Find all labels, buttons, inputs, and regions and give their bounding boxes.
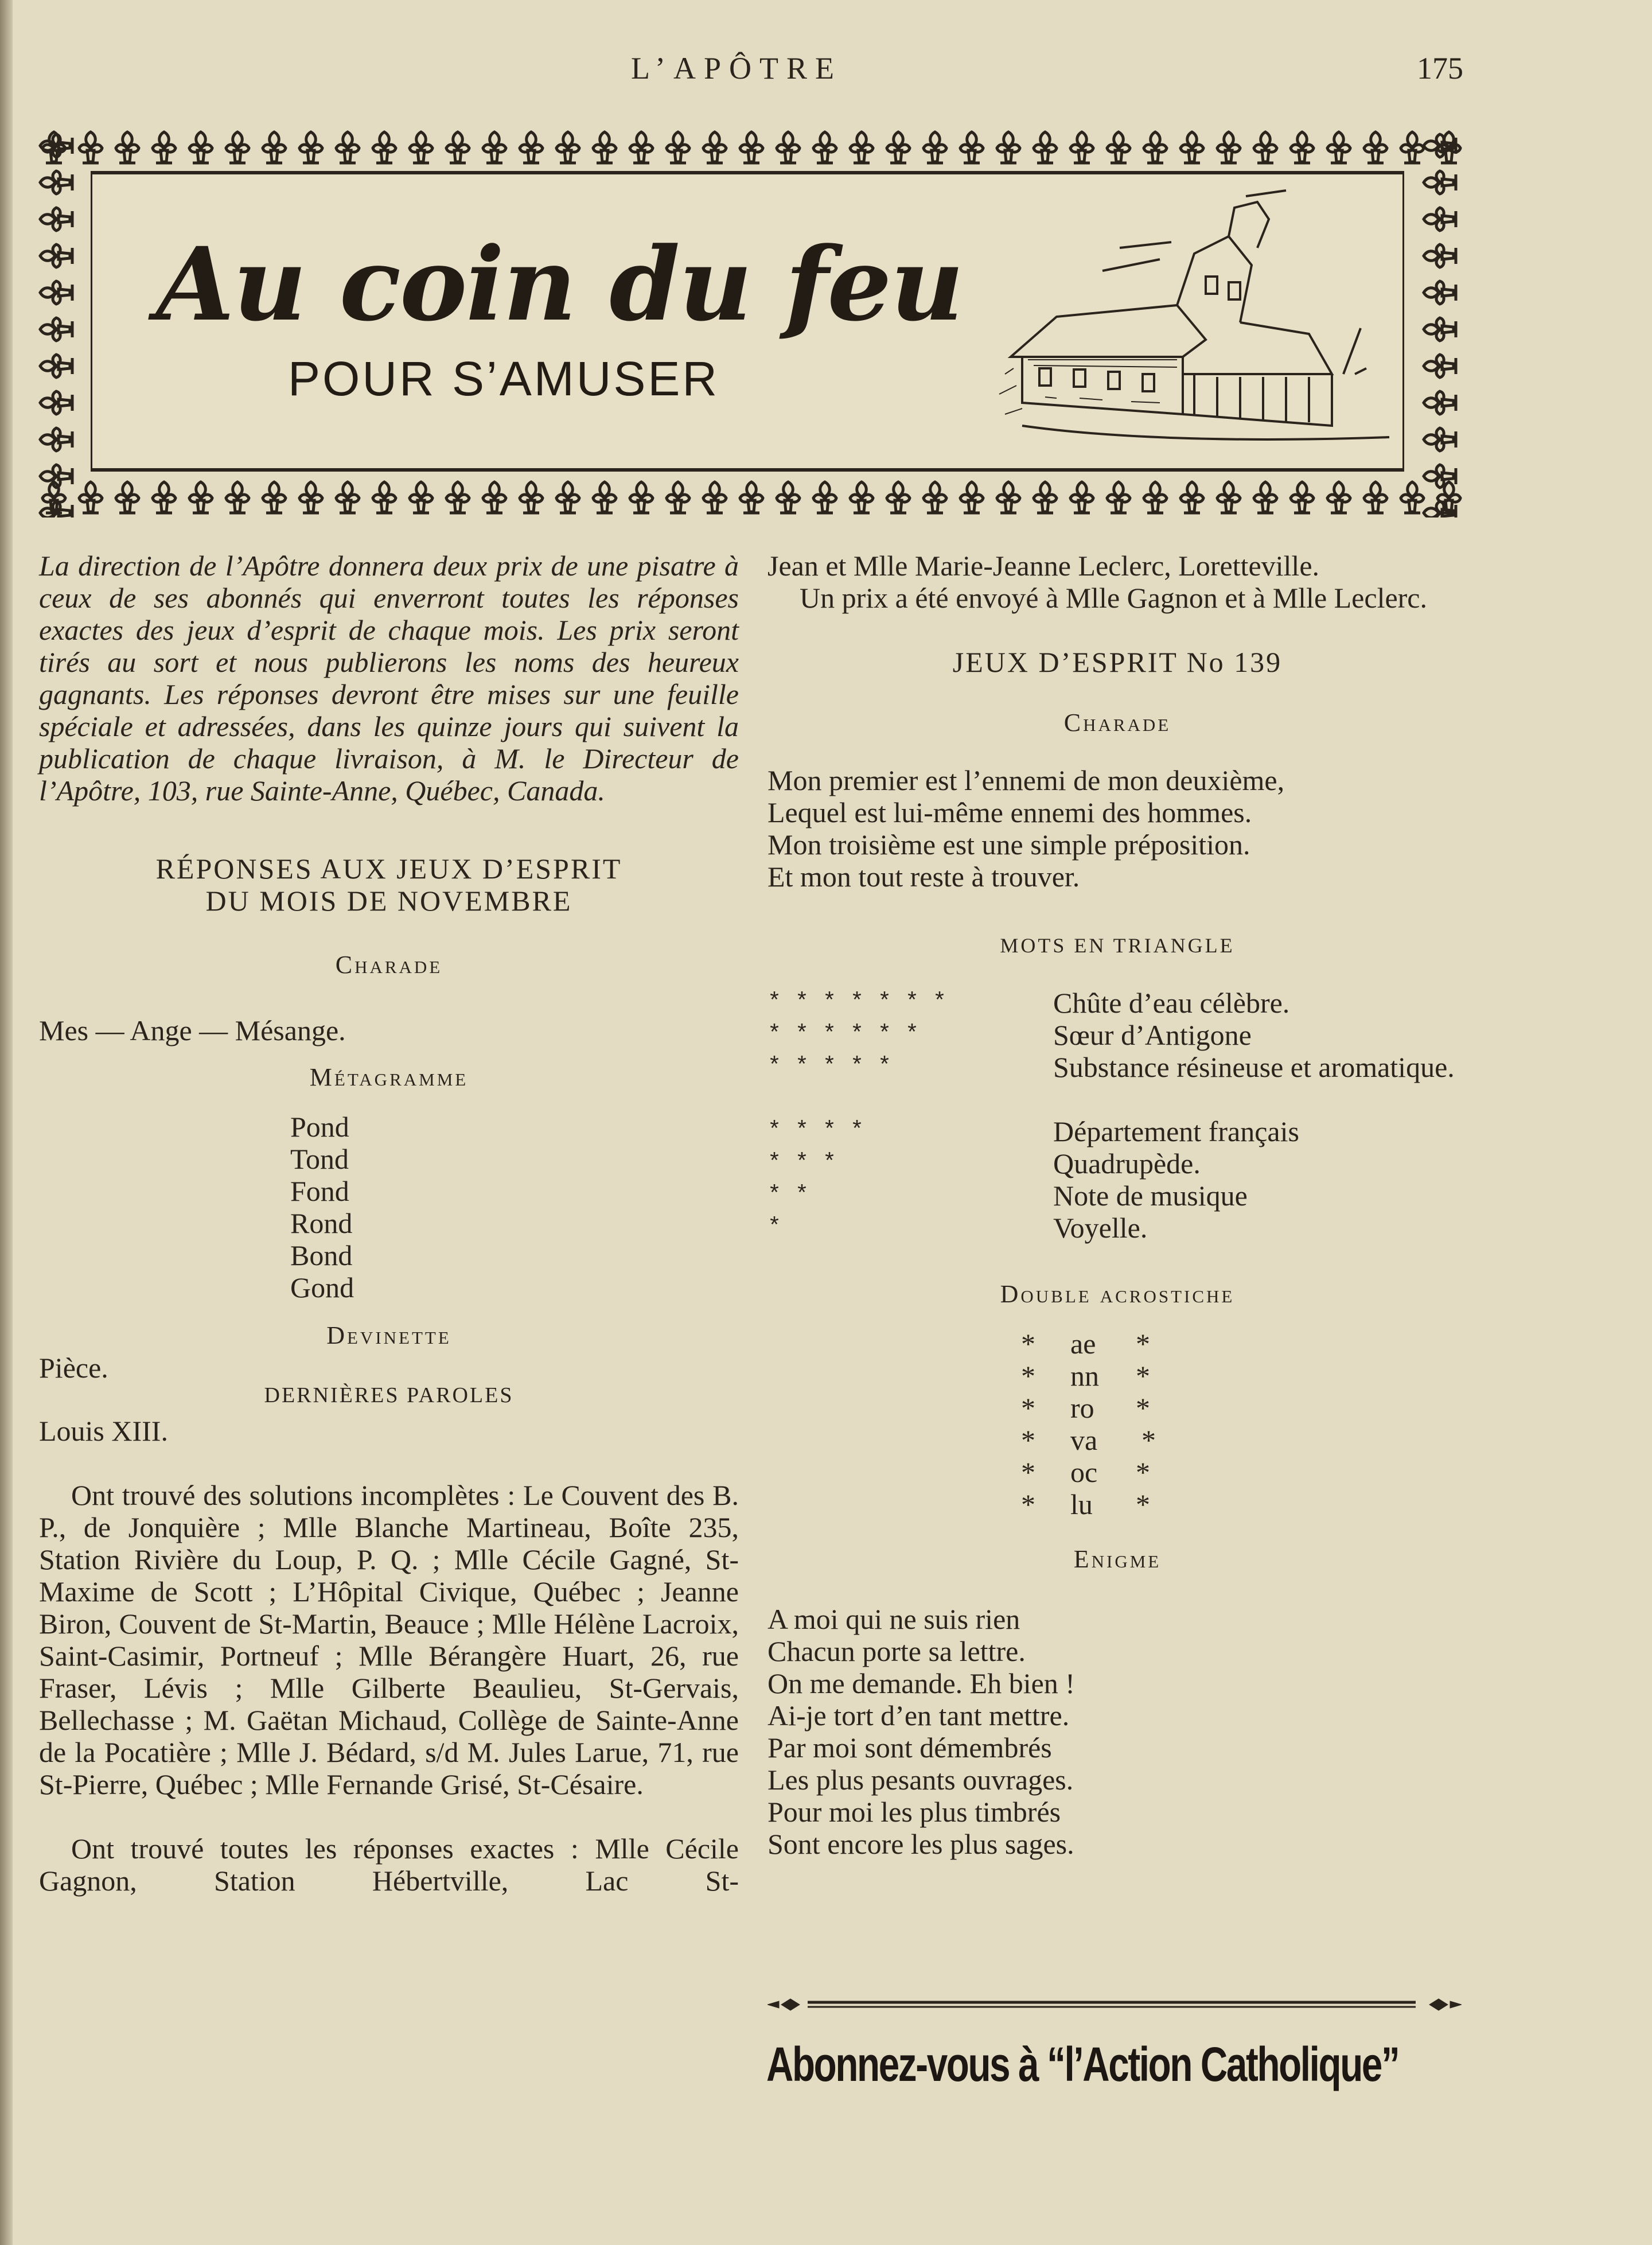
enigme-lines: [767, 1603, 1467, 1860]
acrostiche-row: [767, 1392, 1467, 1424]
acrostiche-left: *: [1021, 1456, 1035, 1488]
acrostiche-left: *: [1021, 1488, 1035, 1520]
ornamental-rule: [767, 1995, 1462, 2013]
triangle-puzzle: [767, 987, 1467, 1244]
advertisement: Abonnez-vous à “l’Action Catholique”: [766, 2037, 1399, 2091]
triangle-clue: Chûte d’eau célèbre.: [1053, 987, 1290, 1019]
acrostiche-left: *: [1021, 1328, 1035, 1360]
acrostiche-right: *: [1136, 1360, 1150, 1392]
metagramme-word: Fond: [290, 1175, 349, 1207]
acrostiche-right: *: [1136, 1392, 1150, 1424]
jeux-charade-title: Charade: [1063, 709, 1171, 737]
triangle-row: [767, 1051, 1467, 1115]
enigme-line: Chacun porte sa lettre.: [767, 1635, 1026, 1667]
acrostiche-mid: va: [1070, 1424, 1098, 1456]
triangle-clue: Quadrupède.: [1053, 1147, 1201, 1180]
triangle-title: MOTS EN TRIANGLE: [1000, 934, 1235, 957]
triangle-stars: * * * *: [767, 1118, 864, 1144]
enigme-title: Enigme: [1073, 1545, 1162, 1573]
enigme-line: Pour moi les plus timbrés: [767, 1796, 1061, 1828]
acrostiche-mid: lu: [1070, 1488, 1093, 1520]
enigme-line: Les plus pesants ouvrages.: [767, 1764, 1074, 1796]
enigme-line: Ai-je tort d’en tant mettre.: [767, 1699, 1070, 1732]
complete-solutions-continued: Jean et Mlle Marie-Jeanne Leclerc, Loretteville.: [767, 550, 1320, 582]
triangle-row: [767, 1019, 1467, 1051]
answers-devinette-title: Devinette: [326, 1321, 451, 1349]
ornamental-border-bottom: [36, 477, 1464, 518]
incomplete-solutions-paragraph: Ont trouvé des solutions incomplètes : Le Couvent des B. P., de Jonquière ; Mlle Blanche Martineau, Boîte 235, Station Rivière du Loup, P. Q. ; Mlle Cécile Gagné, St-Maxime de Scott ; L’Hôpital Civique, Québec ; Jeanne Biron, Couvent de St-Martin, Beauce ; Mlle Hélène Lacroix, Saint-Casimir, Portneuf ; Mlle Bérangère Huart, 26, rue Fraser, Lévis ; Mlle Gilberte Beaulieu, St-Gervais, Bellechasse ; M. Gaëtan Michaud, Collège de Sainte-Anne de la Pocatière ; Mlle J. Bédard, s/d M. Jules Larue, 71, rue St-Pierre, Québec ; Mlle Fernande Grisé, St-Césaire.: [39, 1479, 739, 1800]
acrostiche-right: *: [1136, 1328, 1150, 1360]
triangle-stars: * * * * * * *: [767, 990, 947, 1015]
triangle-clue: Voyelle.: [1053, 1212, 1148, 1244]
metagramme-word: Gond: [290, 1271, 354, 1304]
answers-charade-answer: Mes — Ange — Mésange.: [39, 1014, 346, 1046]
acrostiche-row: [767, 1488, 1467, 1520]
ornamental-border-right: [1419, 127, 1464, 518]
charade-line: Et mon tout reste à trouver.: [767, 861, 1080, 893]
triangle-clue: Département français: [1053, 1115, 1299, 1147]
journal-title: L’APÔTRE: [631, 51, 843, 85]
triangle-clue: Substance résineuse et aromatique.: [1053, 1051, 1455, 1083]
left-column: [39, 550, 739, 1897]
answers-metagramme-title: Métagramme: [309, 1063, 469, 1091]
right-column: [767, 550, 1467, 1860]
banner-title: Au coin du feu: [156, 225, 963, 344]
house-illustration-icon: [988, 185, 1401, 454]
intro-paragraph: La direction de l’Apôtre donnera deux prix de une pisatre à ceux de ses abonnés qui enverront toutes les réponses exactes des jeux d’esprit de chaque mois. Les prix seront tirés au sort et nous publierons les noms des heureux gagnants. Les réponses devront être mises sur une feuille spéciale et adressées, dans les quinze jours qui suivent la publication de chaque livraison, à M. le Directeur de l’Apôtre, 103, rue Sainte-Anne, Québec, Canada.: [39, 550, 739, 807]
acrostiche-mid: oc: [1070, 1456, 1098, 1488]
triangle-clue: Sœur d’Antigone: [1053, 1019, 1252, 1051]
answers-dernieres-answer: Louis XIII.: [39, 1415, 168, 1447]
triangle-stars: * * *: [767, 1150, 837, 1176]
acrostiche-mid: ae: [1070, 1328, 1096, 1360]
triangle-row: [767, 1115, 1467, 1147]
triangle-stars: * *: [767, 1182, 809, 1208]
enigme-line: On me demande. Eh bien !: [767, 1667, 1075, 1699]
page-number: 175: [1417, 51, 1463, 85]
answers-heading-line-1: RÉPONSES AUX JEUX D’ESPRIT: [155, 853, 622, 885]
triangle-row: [767, 1212, 1467, 1244]
acrostiche-row: [767, 1424, 1467, 1456]
acrostiche-row: [767, 1360, 1467, 1392]
acrostiche-mid: ro: [1070, 1392, 1094, 1424]
metagramme-word: Rond: [290, 1207, 353, 1239]
triangle-clue: Note de musique: [1053, 1180, 1248, 1212]
jeux-heading: JEUX D’ESPRIT No 139: [952, 646, 1283, 678]
ornamental-border-top: [36, 127, 1464, 168]
triangle-row: [767, 1180, 1467, 1212]
acrostiche-left: *: [1021, 1360, 1035, 1392]
ornamental-border-left: [36, 127, 80, 518]
metagramme-word: Tond: [290, 1143, 349, 1175]
acrostiche-right: *: [1136, 1456, 1150, 1488]
acrostiche-mid: nn: [1070, 1360, 1099, 1392]
enigme-line: Sont encore les plus sages.: [767, 1828, 1074, 1860]
acrostiche-title: Double acrostiche: [1000, 1280, 1235, 1308]
acrostiche-left: *: [1021, 1392, 1035, 1424]
answers-devinette-answer: Pièce.: [39, 1352, 108, 1384]
acrostiche-left: *: [1021, 1424, 1035, 1456]
running-head: [0, 50, 1652, 96]
triangle-stars: * * * * *: [767, 1054, 892, 1080]
acrostiche-row: [767, 1328, 1467, 1360]
acrostiche-row: [767, 1456, 1467, 1488]
metagramme-word: Pond: [290, 1111, 349, 1143]
prize-note: Un prix a été envoyé à Mlle Gagnon et à Mlle Leclerc.: [800, 582, 1427, 614]
answers-heading-line-2: DU MOIS DE NOVEMBRE: [205, 885, 572, 917]
enigme-line: Par moi sont démembrés: [767, 1732, 1052, 1764]
charade-line: Mon premier est l’ennemi de mon deuxième,: [767, 764, 1285, 796]
header-banner: [36, 127, 1464, 518]
jeux-charade-lines: [767, 764, 1467, 893]
triangle-stars: *: [767, 1215, 782, 1240]
answers-dernieres-title: DERNIÈRES PAROLES: [264, 1383, 514, 1407]
triangle-row: [767, 1147, 1467, 1180]
metagramme-word: Bond: [290, 1239, 353, 1271]
complete-solutions-paragraph: Ont trouvé toutes les réponses exactes : Mlle Cécile Gagnon, Station Hébertville, Lac St-: [39, 1832, 739, 1897]
acrostiche-puzzle: [767, 1328, 1467, 1520]
enigme-line: A moi qui ne suis rien: [767, 1603, 1020, 1635]
triangle-row: [767, 987, 1467, 1019]
charade-line: Lequel est lui-même ennemi des hommes.: [767, 796, 1252, 828]
charade-line: Mon troisième est une simple préposition.: [767, 828, 1250, 861]
page-edge: [0, 0, 13, 2245]
answers-charade-title: Charade: [335, 951, 443, 979]
triangle-stars: * * * * * *: [767, 1022, 919, 1048]
metagramme-word-list: [39, 1111, 739, 1304]
acrostiche-right: *: [1141, 1424, 1156, 1456]
banner-subtitle: POUR S’AMUSER: [288, 352, 720, 406]
acrostiche-right: *: [1136, 1488, 1150, 1520]
